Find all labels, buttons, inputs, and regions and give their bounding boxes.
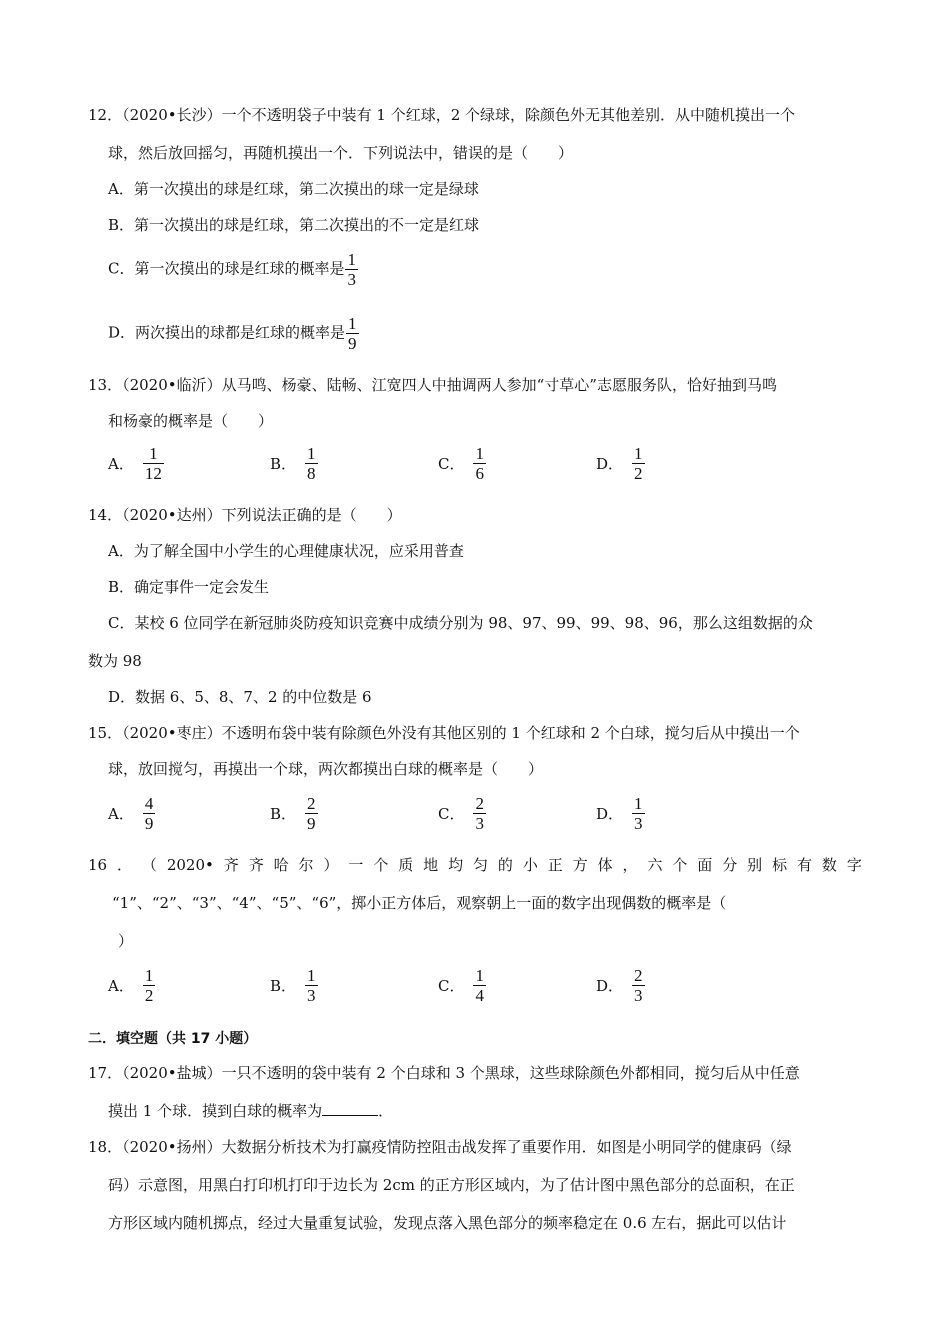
denominator: 12 xyxy=(144,464,162,483)
numerator: 1 xyxy=(307,966,316,985)
q12-option-b: B．第一次摸出的球是红球，第二次摸出的不一定是红球 xyxy=(108,216,480,234)
q14-option-a: A．为了解全国中小学生的心理健康状况，应采用普查 xyxy=(108,542,464,560)
denominator: 3 xyxy=(307,986,316,1005)
option-label: B． xyxy=(270,805,297,823)
option-label: C． xyxy=(438,977,465,995)
q16-stem-char: 一 xyxy=(348,856,364,874)
option-label: D． xyxy=(596,455,624,473)
numerator: 1 xyxy=(307,444,316,463)
denominator: 3 xyxy=(475,814,484,833)
denominator: 6 xyxy=(475,464,484,483)
q16-stem-char: 六 xyxy=(647,856,663,874)
answer-blank[interactable] xyxy=(322,1101,378,1116)
q16-stem-char: ． xyxy=(117,856,133,874)
fraction xyxy=(473,966,486,1005)
q16-stem-char: 个 xyxy=(373,856,389,874)
q15-option-b xyxy=(270,794,318,833)
q15-stem-line1: 15．（2020•枣庄）不透明布袋中装有除颜色外没有其他区别的 1 个红球和 2 个白球，搅匀后从中摸出一个 xyxy=(88,724,800,742)
q16-stem-char: ） xyxy=(323,856,339,874)
q18-stem-line1: 18．（2020•扬州）大数据分析技术为打赢疫情防控阻击战发挥了重要作用．如图是小明同学的健康码（绿 xyxy=(88,1138,792,1156)
q16-stem-char: 面 xyxy=(697,856,713,874)
option-label: A． xyxy=(108,977,134,995)
q13-stem-line2: 和杨豪的概率是（ ） xyxy=(108,412,274,430)
q16-stem-char: 齐 xyxy=(223,856,239,874)
denominator: 3 xyxy=(634,986,643,1005)
q13-option-b xyxy=(270,444,318,483)
q16-option-d xyxy=(596,966,645,1005)
numerator: 2 xyxy=(475,794,484,813)
denominator: 4 xyxy=(475,986,484,1005)
q17-stem-line1: 17．（2020•盐城）一只不透明的袋中装有 2 个白球和 3 个黑球，这些球除颜色外都相同，搅匀后从中任意 xyxy=(88,1064,800,1082)
numerator: 1 xyxy=(348,314,357,333)
fraction xyxy=(305,444,318,483)
option-label: C． xyxy=(438,455,465,473)
numerator: 2 xyxy=(307,794,316,813)
q15-stem-line2: 球，放回搅匀，再摸出一个球，两次都摸出白球的概率是（ ） xyxy=(108,760,544,778)
denominator: 3 xyxy=(347,270,356,289)
option-label: D． xyxy=(596,805,624,823)
q14-option-b: B．确定事件一定会发生 xyxy=(108,578,270,596)
option-label: D． xyxy=(596,977,624,995)
fraction xyxy=(305,794,318,833)
q13-stem-line1: 13．（2020•临沂）从马鸣、杨豪、陆畅、江宽四人中抽调两人参加“寸草心”志愿服务队，恰好抽到马鸣 xyxy=(88,376,777,394)
q14-option-c-line2: 数为 98 xyxy=(88,652,142,670)
q17-text: 摸出 1 个球．摸到白球的概率为 xyxy=(108,1102,323,1120)
fraction xyxy=(143,966,156,1005)
numerator: 1 xyxy=(634,794,643,813)
q12-option-d xyxy=(108,314,359,353)
fraction xyxy=(346,314,359,353)
q13-option-d xyxy=(596,444,645,483)
fraction xyxy=(345,250,358,289)
fraction xyxy=(143,794,156,833)
option-label: A． xyxy=(108,805,134,823)
q17-period: ． xyxy=(378,1102,394,1120)
denominator: 2 xyxy=(634,464,643,483)
q12-stem-line1: 12．（2020•长沙）一个不透明袋子中装有 1 个红球，2 个绿球，除颜色外无其他差别．从中随机摸出一个 xyxy=(88,106,796,124)
q15-option-d xyxy=(596,794,645,833)
q16-stem-line2: “1”、“2”、“3”、“4”、“5”、“6”，掷小正方体后，观察朝上一面的数字出现偶数的概率是（ xyxy=(112,894,727,912)
q16-stem-char: 地 xyxy=(423,856,439,874)
q14-option-c-line1: C．某校 6 位同学在新冠肺炎防疫知识竞赛中成绩分别为 98、97、99、99、98、96，那么这组数据的众 xyxy=(108,614,813,632)
q16-stem-char: 质 xyxy=(398,856,414,874)
q16-option-c xyxy=(438,966,486,1005)
denominator: 9 xyxy=(144,814,154,833)
q16-stem-char: 分 xyxy=(722,856,738,874)
denominator: 3 xyxy=(634,814,643,833)
q13-option-a xyxy=(108,444,164,483)
q16-stem-char: 16 xyxy=(88,856,108,874)
q18-stem-line3: 方形区域内随机掷点，经过大量重复试验，发现点落入黑色部分的频率稳定在 0.6 左右，据此可以估计 xyxy=(108,1214,787,1232)
q16-stem-char: 个 xyxy=(672,856,688,874)
q16-option-b xyxy=(270,966,318,1005)
q16-stem-char: 数 xyxy=(821,856,837,874)
q16-stem-char: （ xyxy=(141,856,157,874)
denominator: 8 xyxy=(307,464,316,483)
q16-stem-char: 尔 xyxy=(298,856,314,874)
q12-option-a: A．第一次摸出的球是红球，第二次摸出的球一定是绿球 xyxy=(108,180,479,198)
option-label: C． xyxy=(438,805,465,823)
q16-stem-char: 字 xyxy=(846,856,862,874)
q14-option-d: D．数据 6、5、8、7、2 的中位数是 6 xyxy=(108,688,372,706)
q14-stem: 14．（2020•达州）下列说法正确的是（ ） xyxy=(88,506,402,524)
numerator: 1 xyxy=(149,444,158,463)
numerator: 1 xyxy=(347,250,356,269)
q16-stem-char: 均 xyxy=(448,856,464,874)
fraction xyxy=(305,966,318,1005)
q16-stem-char: 方 xyxy=(572,856,588,874)
q16-stem-char: 匀 xyxy=(473,856,489,874)
section-heading: 二．填空题（共 17 小题） xyxy=(88,1031,258,1047)
option-label: B． xyxy=(270,455,297,473)
fraction xyxy=(473,444,486,483)
q16-stem-char: ， xyxy=(622,856,638,874)
q16-stem-line3: ） xyxy=(118,932,134,950)
q16-stem-char: 体 xyxy=(597,856,613,874)
q16-stem-char: 齐 xyxy=(248,856,264,874)
denominator: 2 xyxy=(144,986,154,1005)
q12-option-c xyxy=(108,250,358,289)
option-label: B． xyxy=(270,977,297,995)
q16-stem-char: 有 xyxy=(796,856,812,874)
q16-stem-char: 的 xyxy=(497,856,513,874)
q16-stem-char: 小 xyxy=(522,856,538,874)
q16-option-a xyxy=(108,966,155,1005)
numerator: 4 xyxy=(144,794,154,813)
q16-stem-char: 正 xyxy=(547,856,563,874)
fraction xyxy=(473,794,486,833)
q16-stem-line1 xyxy=(88,854,862,876)
q12-stem-line2: 球，然后放回摇匀，再随机摸出一个．下列说法中，错误的是（ ） xyxy=(108,144,574,162)
numerator: 1 xyxy=(144,966,154,985)
q17-stem-line2 xyxy=(108,1100,393,1122)
q18-stem-line2: 码）示意图，用黑白打印机打印于边长为 2cm 的正方形区域内，为了估计图中黑色部分的总面积，在正 xyxy=(108,1176,795,1194)
q16-stem-char: 哈 xyxy=(273,856,289,874)
fraction xyxy=(632,444,645,483)
q12-option-c-text: C．第一次摸出的球是红球的概率是 xyxy=(108,259,345,278)
numerator: 1 xyxy=(475,444,484,463)
numerator: 1 xyxy=(475,966,484,985)
q16-stem-char: 别 xyxy=(747,856,763,874)
numerator: 2 xyxy=(634,966,643,985)
fraction xyxy=(143,444,164,483)
q12-option-d-text: D．两次摸出的球都是红球的概率是 xyxy=(108,323,346,342)
denominator: 9 xyxy=(307,814,316,833)
q16-stem-char: 标 xyxy=(772,856,788,874)
denominator: 9 xyxy=(348,334,357,353)
q15-option-c xyxy=(438,794,486,833)
q15-option-a xyxy=(108,794,155,833)
q16-stem-char: 2020• xyxy=(166,856,214,874)
numerator: 1 xyxy=(634,444,643,463)
fraction xyxy=(632,966,645,1005)
fraction xyxy=(632,794,645,833)
q13-option-c xyxy=(438,444,486,483)
option-label: A． xyxy=(108,455,134,473)
